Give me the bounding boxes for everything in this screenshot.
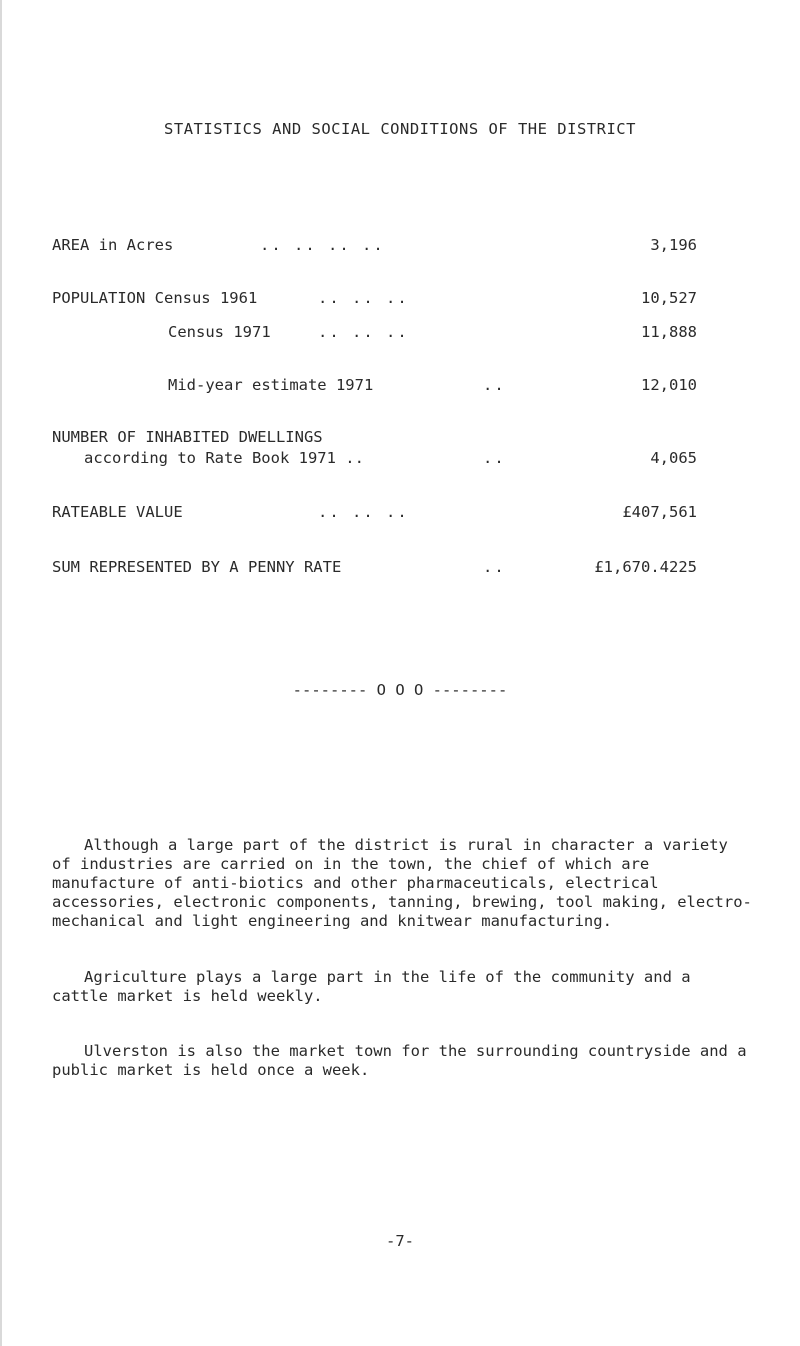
dwellings-sublabel: according to Rate Book 1971 .. (84, 449, 364, 467)
rateable-value-label: RATEABLE VALUE (52, 503, 183, 521)
dwellings-dots: .. (483, 449, 506, 467)
area-dots: .. .. .. .. (260, 236, 385, 254)
midyear-estimate-dots: .. (483, 376, 506, 394)
dwellings-value: 4,065 (650, 449, 697, 467)
dwellings-label: NUMBER OF INHABITED DWELLINGS (52, 428, 323, 446)
market-paragraph: Ulverston is also the market town for the surrounding countryside and a public market is held once a week. (52, 1042, 747, 1079)
population-1971-value: 11,888 (641, 323, 697, 341)
agriculture-paragraph: Agriculture plays a large part in the life of the community and a cattle market is held weekly. (52, 968, 691, 1005)
population-1971-label: Census 1971 (168, 323, 271, 341)
population-1961-dots: .. .. .. (318, 289, 409, 307)
area-value: 3,196 (650, 236, 697, 254)
penny-rate-dots: .. (483, 558, 506, 576)
rateable-value-dots: .. .. .. (318, 503, 409, 521)
area-label: AREA in Acres (52, 236, 174, 254)
page-edge (0, 0, 2, 1346)
population-1961-value: 10,527 (641, 289, 697, 307)
page-number: -7- (386, 1232, 414, 1250)
industry-paragraph: Although a large part of the district is rural in character a variety of industries are carried on in the town, the chief of which are manufacture of anti-biotics and other pharmaceuticals, electrical accessories, electronic components, tanning, brewing, tool making, electro-mechanical and light engineering and knitwear manufacturing. (52, 836, 752, 930)
penny-rate-label: SUM REPRESENTED BY A PENNY RATE (52, 558, 342, 576)
section-separator: -------- O O O -------- (292, 681, 508, 699)
midyear-estimate-value: 12,010 (641, 376, 697, 394)
rateable-value-value: £407,561 (622, 503, 697, 521)
penny-rate-value: £1,670.4225 (594, 558, 697, 576)
population-1971-dots: .. .. .. (318, 323, 409, 341)
midyear-estimate-label: Mid-year estimate 1971 (168, 376, 374, 394)
population-1961-label: POPULATION Census 1961 (52, 289, 258, 307)
page-title: STATISTICS AND SOCIAL CONDITIONS OF THE DISTRICT (164, 120, 636, 138)
